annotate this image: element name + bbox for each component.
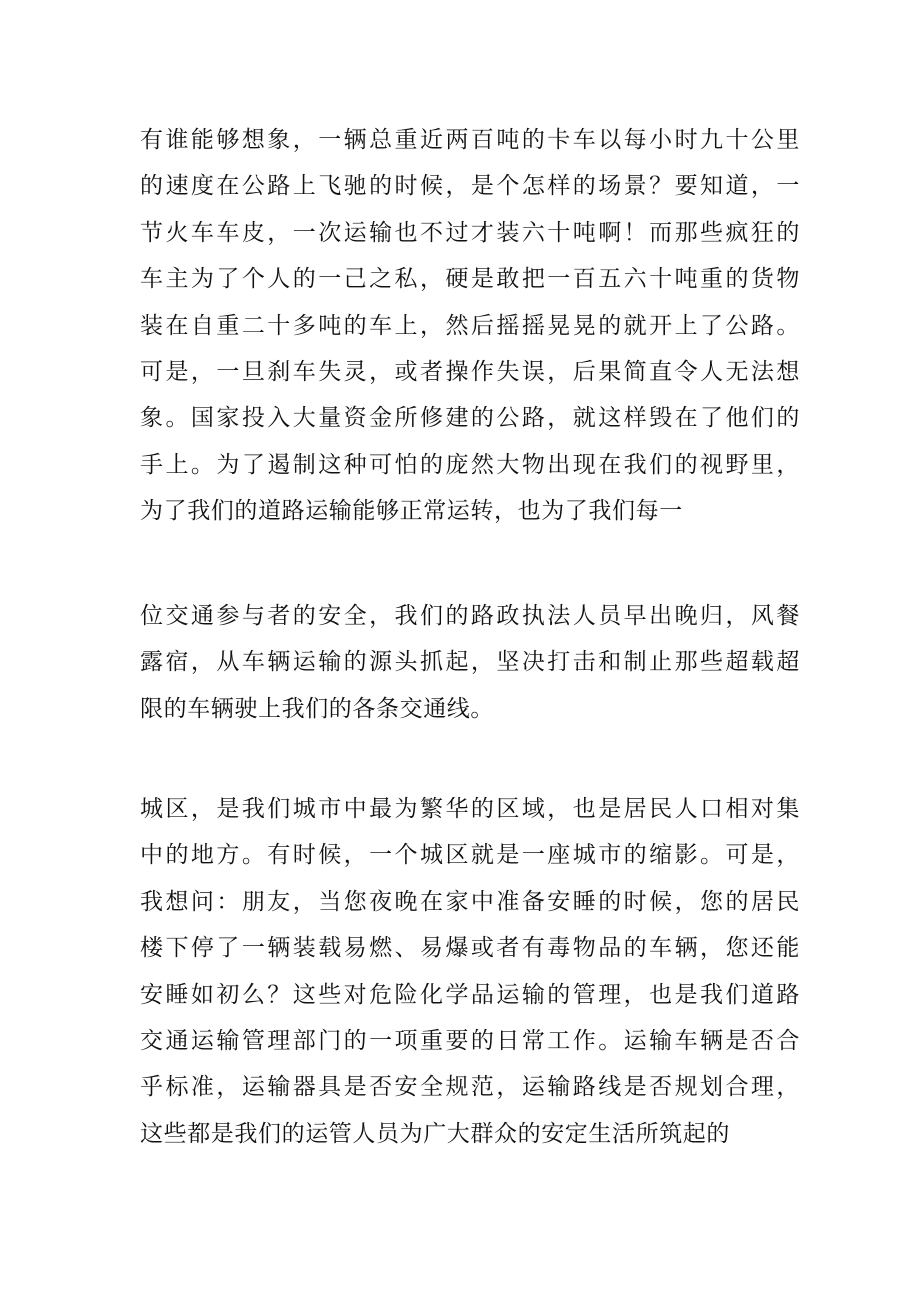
text-line: 车主为了个人的一己之私，硬是敢把一百五六十吨重的货物: [140, 266, 800, 293]
text-line: 为了我们的道路运输能够正常运转，也为了我们每一: [140, 498, 683, 525]
text-line: 节火车车皮，一次运输也不过才装六十吨啊！而那些疯狂的: [140, 219, 800, 246]
text-line: 限的车辆驶上我们的各条交通线。: [140, 695, 494, 722]
text-line: 我想问：朋友，当您夜晚在家中准备安睡的时候，您的居民: [140, 888, 800, 915]
text-line: 有谁能够想象，一辆总重近两百吨的卡车以每小时九十公里: [140, 127, 800, 153]
text-line: 露宿，从车辆运输的源头抓起，坚决打击和制止那些超载超: [140, 649, 800, 676]
text-line: 中的地方。有时候，一个城区就是一座城市的缩影。可是，: [140, 842, 800, 869]
text-line: 安睡如初么？这些对危险化学品运输的管理，也是我们道路: [140, 981, 800, 1008]
text-line: 楼下停了一辆装载易燃、易爆或者有毒物品的车辆，您还能: [140, 935, 800, 962]
text-line: 位交通参与者的安全，我们的路政执法人员早出晚归，风餐: [140, 603, 800, 629]
text-line: 手上。为了遏制这种可怕的庞然大物出现在我们的视野里，: [140, 451, 800, 478]
text-line: 这些都是我们的运管人员为广大群众的安定生活所筑起的: [140, 1120, 730, 1147]
paragraph-road-enforcement: [140, 593, 800, 732]
text-line: 的速度在公路上飞驰的时候，是个怎样的场景？要知道，一: [140, 173, 800, 200]
text-line: 乎标准，运输器具是否安全规范，运输路线是否规划合理，: [140, 1074, 800, 1101]
text-line: 象。国家投入大量资金所修建的公路，就这样毁在了他们的: [140, 405, 800, 432]
text-line: 城区，是我们城市中最为繁华的区域，也是居民人口相对集: [140, 796, 800, 822]
text-line: 交通运输管理部门的一项重要的日常工作。运输车辆是否合: [140, 1028, 800, 1055]
paragraph-hazardous-transport: [140, 786, 800, 1157]
text-line: 可是，一旦刹车失灵，或者操作失误，后果简直令人无法想: [140, 359, 800, 386]
paragraph-overload-trucks: [140, 117, 800, 535]
text-line: 装在自重二十多吨的车上，然后摇摇晃晃的就开上了公路。: [140, 312, 800, 339]
